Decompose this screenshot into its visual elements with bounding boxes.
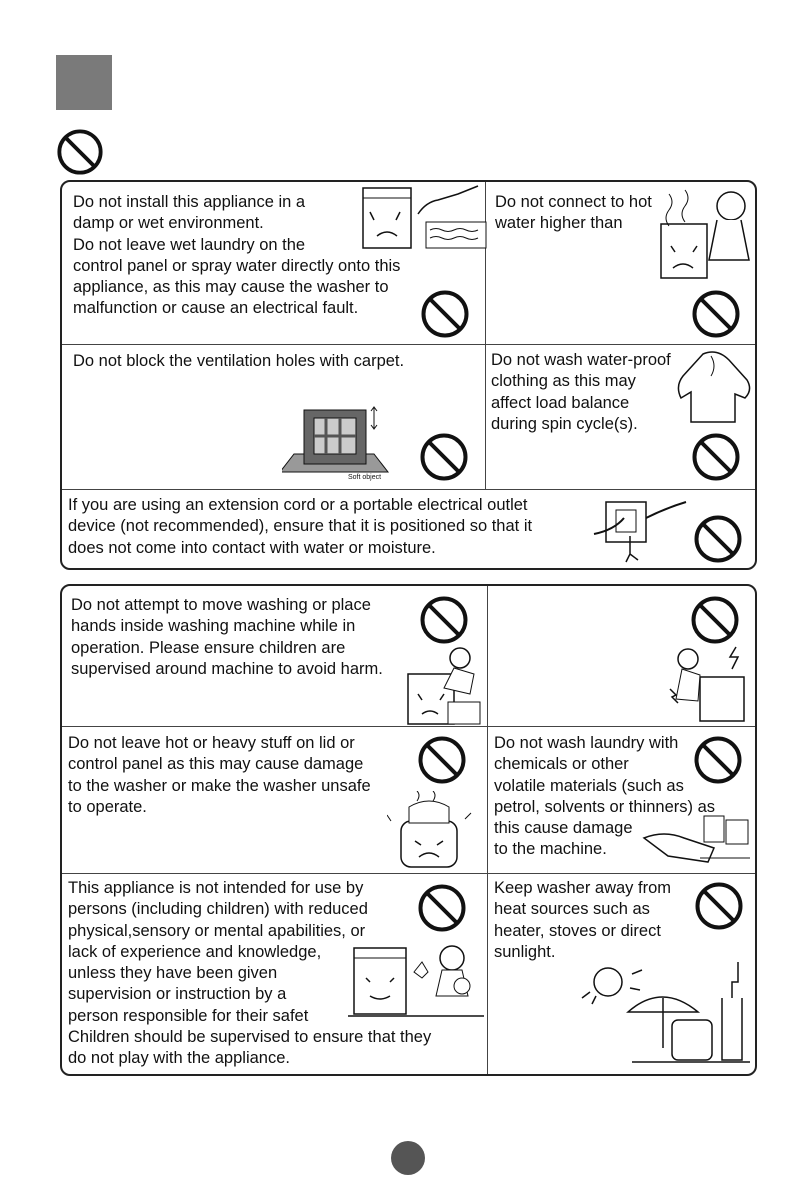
section-marker <box>56 55 112 110</box>
divider <box>62 726 755 727</box>
sun-umbrella-illustration <box>572 958 752 1068</box>
prohibition-icon <box>693 514 743 564</box>
prohibition-icon <box>691 289 741 339</box>
prohibition-icon <box>56 128 104 176</box>
persons-warning-text: This appliance is not intended for use by persons (including children) with reduced physical,sensory or mental apabilities, or lack of experience and knowledge, unless they have been given supervision or instruction by a person responsible for their safet Children should be supervised to ensure that they do not play with the appliance. <box>68 879 432 1068</box>
chemicals-warning-text: Do not wash laundry with chemicals or other volatile materials (such as petrol, solvents or thinners) as this cause damage to the machine. <box>494 734 716 859</box>
prohibition-icon <box>694 881 744 931</box>
damp-warning-text: Do not install this appliance in a damp or wet environment. Do not leave wet laundry on the control panel or spray water directly onto this appliance, as this may cause the washer to malfunction or cause an electrical fault. <box>73 193 401 318</box>
electric-shock-illustration <box>666 641 754 723</box>
chemicals-illustration <box>640 808 752 868</box>
children-warning-text: Do not attempt to move washing or place hands inside washing machine while in operation. Please ensure children are supervised around machine to avoid harm. <box>71 596 383 678</box>
prohibition-icon <box>419 432 469 482</box>
power-outlet-illustration <box>590 494 690 564</box>
prohibition-icon <box>420 289 470 339</box>
carpet-illustration <box>282 402 392 482</box>
divider <box>62 873 755 874</box>
prohibition-icon <box>690 595 740 645</box>
prohibition-icon <box>691 432 741 482</box>
hot-water-warning-text: Do not connect to hot water higher than <box>495 193 652 233</box>
waterproof-warning-text: Do not wash water-proof clothing as this may affect load balance during spin cycle(s). <box>491 351 671 433</box>
child-washer-illustration <box>404 644 484 726</box>
divider <box>62 344 755 345</box>
child-washer-illustration <box>348 942 486 1022</box>
warning-panel-2 <box>60 584 757 1076</box>
hot-heavy-warning-text: Do not leave hot or heavy stuff on lid or control panel as this may cause damage to the washer or make the washer unsafe to operate. <box>68 734 371 816</box>
extension-cord-warning-text: If you are using an extension cord or a portable electrical outlet device (not recommended), ensure that it is positioned so that it does not come into contact with water or moisture. <box>68 496 533 557</box>
prohibition-icon <box>417 735 467 785</box>
prohibition-icon <box>417 883 467 933</box>
prohibition-icon <box>419 595 469 645</box>
wet-washer-illustration <box>360 184 490 254</box>
ventilation-warning-text: Do not block the ventilation holes with carpet. <box>73 352 405 370</box>
heat-source-warning-text: Keep washer away from heat sources such as heater, stoves or direct sunlight. <box>494 879 671 961</box>
warning-panel-1 <box>60 180 757 570</box>
page-number-dot <box>391 1141 425 1175</box>
raincoat-illustration <box>677 348 755 428</box>
soft-object-label: Soft object <box>348 474 382 481</box>
hot-water-illustration <box>657 184 753 284</box>
prohibition-icon <box>693 735 743 785</box>
hot-pot-washer-illustration <box>387 791 477 871</box>
divider <box>62 489 755 490</box>
